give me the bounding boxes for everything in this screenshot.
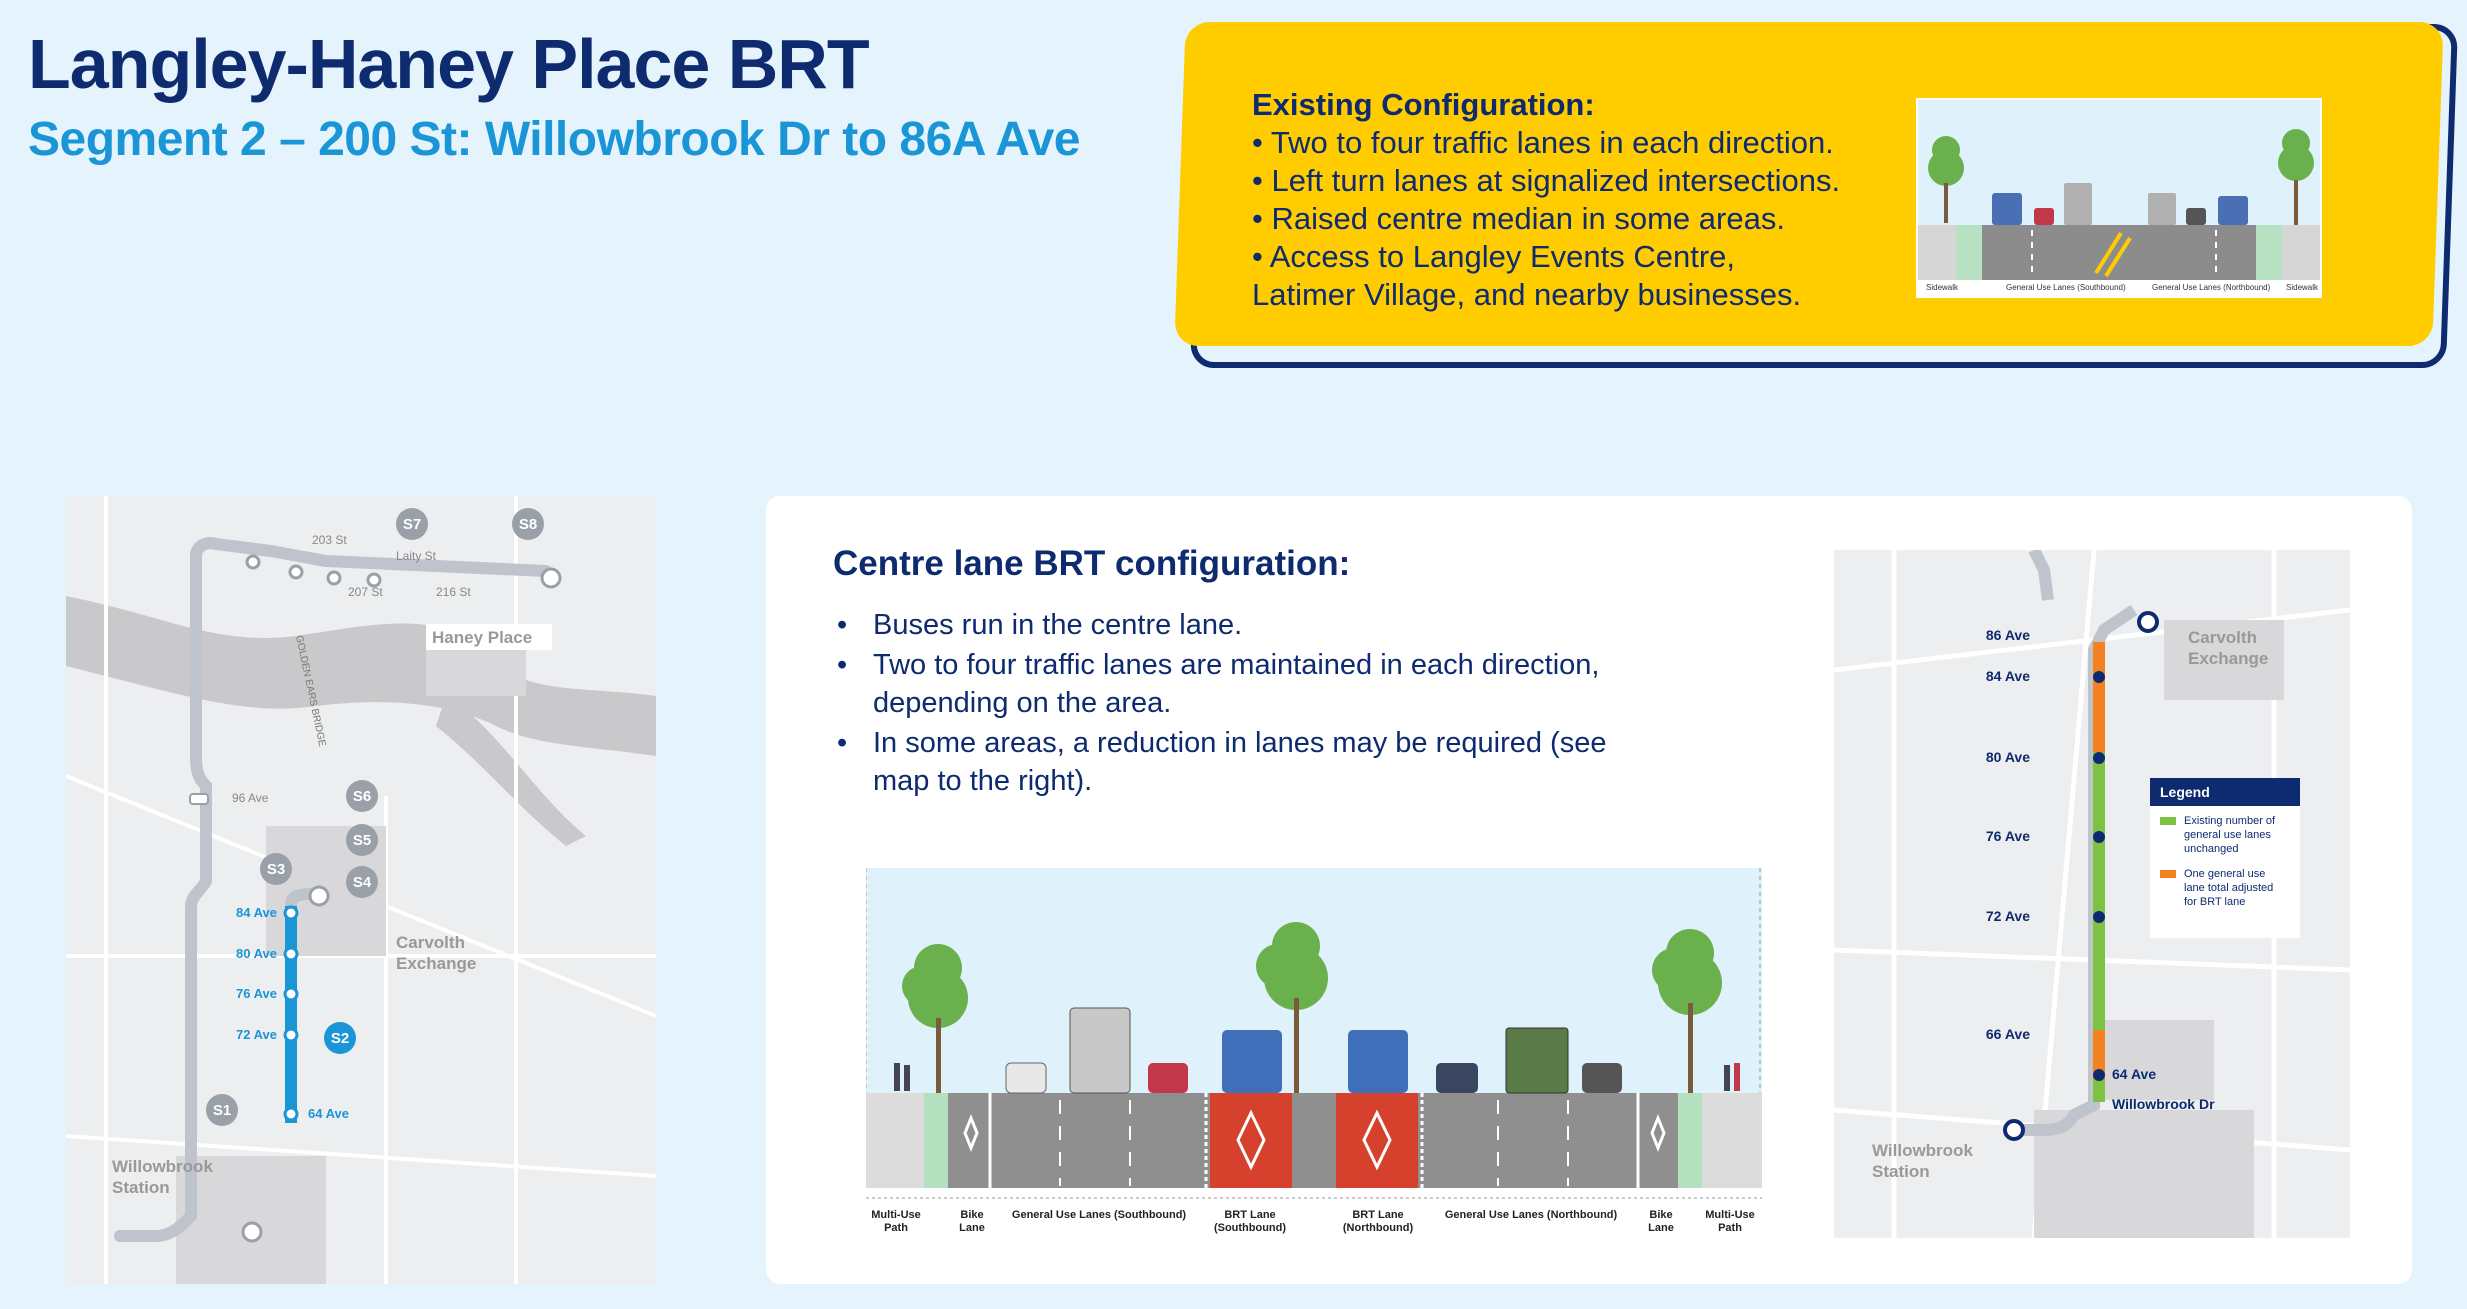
lane-label-mup-4: Path <box>1718 1222 1742 1234</box>
legend-item-1-line-1: Existing number of <box>2184 815 2276 827</box>
seg-badge-s4: S4 <box>352 874 372 891</box>
legend-item-1-line-2: general use lanes <box>2184 829 2271 841</box>
legend-item-2-line-1: One general use <box>2184 868 2266 880</box>
lane-label-bike-3: Bike <box>1649 1209 1673 1221</box>
existing-bullet: Latimer Village, and nearby businesses. <box>1252 277 1802 312</box>
street-216: 216 St <box>436 585 471 599</box>
seg-badge-s8: S8 <box>518 516 538 533</box>
page-subtitle: Segment 2 – 200 St: Willowbrook Dr to 86A Ave <box>28 113 1080 166</box>
seg-badge-s5: S5 <box>352 832 372 849</box>
overview-map[interactable] <box>66 496 656 1284</box>
existing-config-heading: Existing Configuration: <box>1252 87 1595 122</box>
seg-badge-s6: S6 <box>352 788 372 805</box>
existing-bullet: • Raised centre median in some areas. <box>1252 201 1785 236</box>
centre-lane-title: Centre lane BRT configuration: <box>833 544 1351 583</box>
place-haney: Haney Place <box>432 628 533 647</box>
dm-willow-1: Willowbrook <box>1872 1141 1973 1160</box>
dm-ave-84: 84 Ave <box>1985 668 2030 684</box>
ave-72: 72 Ave <box>236 1027 277 1042</box>
ave-84: 84 Ave <box>236 905 277 920</box>
page-title: Langley-Haney Place BRT <box>28 25 869 103</box>
cs-label-sidewalk: Sidewalk <box>1926 283 1959 292</box>
dm-willowbrook-dr: Willowbrook Dr <box>2112 1096 2215 1112</box>
detail-map[interactable] <box>1834 550 2350 1238</box>
brt-cross-section <box>866 868 1762 1240</box>
existing-bullet: • Two to four traffic lanes in each direction. <box>1252 125 1834 160</box>
lane-label-brt-nb-1: BRT Lane <box>1352 1209 1404 1221</box>
legend-swatch-green <box>2160 817 2176 825</box>
seg-badge-s1: S1 <box>212 1102 232 1119</box>
ave-64: 64 Ave <box>308 1106 349 1121</box>
place-willow-2: Station <box>112 1178 170 1197</box>
lane-label-mup-3: Multi-Use <box>1705 1209 1755 1221</box>
street-laity: Laity St <box>396 549 437 563</box>
legend-item-2-line-3: for BRT lane <box>2184 896 2246 908</box>
legend-title: Legend <box>2160 784 2210 800</box>
place-carvolth-1: Carvolth <box>396 933 465 952</box>
legend-swatch-orange <box>2160 870 2176 878</box>
lane-label-bike-1: Bike <box>960 1209 984 1221</box>
lane-label-brt-sb-2: (Southbound) <box>1213 1222 1287 1234</box>
bridge-label: GOLDEN EARS BRIDGE <box>293 634 328 748</box>
place-willow-1: Willowbrook <box>112 1157 213 1176</box>
street-207: 207 St <box>348 585 383 599</box>
lane-label-bike-4: Lane <box>1648 1222 1674 1234</box>
seg-badge-s3: S3 <box>266 861 286 878</box>
centre-lane-bullet: • In some areas, a reduction in lanes may be required (see map to the right). <box>833 724 1663 800</box>
existing-config-text <box>1252 86 1840 314</box>
legend-item-2-line-2: lane total adjusted <box>2184 882 2274 894</box>
dm-ave-76: 76 Ave <box>1985 828 2030 844</box>
place-carvolth-2: Exchange <box>396 954 477 973</box>
lane-label-mup-1: Multi-Use <box>871 1209 921 1221</box>
centre-lane-bullets <box>833 606 1663 802</box>
dm-ave-72: 72 Ave <box>1985 908 2030 924</box>
dm-ave-86: 86 Ave <box>1985 627 2030 643</box>
lane-label-brt-nb-2: (Northbound) <box>1342 1222 1414 1234</box>
existing-bullet: • Access to Langley Events Centre, <box>1252 239 1735 274</box>
lane-label-gul-sb: General Use Lanes (Southbound) <box>1011 1209 1187 1221</box>
existing-bullet: • Left turn lanes at signalized intersections. <box>1252 163 1841 198</box>
dm-ave-64: 64 Ave <box>2112 1066 2157 1082</box>
dm-ave-80: 80 Ave <box>1985 749 2030 765</box>
cs-label-northbound: General Use Lanes (Northbound) <box>2152 283 2271 292</box>
cs-label-sidewalk-2: Sidewalk <box>2286 283 2319 292</box>
lane-label-brt-sb-1: BRT Lane <box>1224 1209 1276 1221</box>
lane-label-bike-2: Lane <box>959 1222 985 1234</box>
dm-carvolth-2: Exchange <box>2188 649 2269 668</box>
legend-item-1-line-3: unchanged <box>2184 843 2239 855</box>
seg-badge-s7: S7 <box>402 516 422 533</box>
dm-willow-2: Station <box>1872 1162 1930 1181</box>
street-96ave: 96 Ave <box>232 791 269 805</box>
centre-lane-bullet: • Buses run in the centre lane. <box>833 606 1663 644</box>
centre-lane-bullet: • Two to four traffic lanes are maintained in each direction, depending on the area. <box>833 646 1663 722</box>
cs-label-southbound: General Use Lanes (Southbound) <box>2006 283 2126 292</box>
ave-80: 80 Ave <box>236 946 277 961</box>
dm-carvolth-1: Carvolth <box>2188 628 2257 647</box>
existing-cross-section <box>1916 98 2322 298</box>
lane-label-gul-nb: General Use Lanes (Northbound) <box>1444 1209 1618 1221</box>
street-203: 203 St <box>312 533 347 547</box>
ave-76: 76 Ave <box>236 986 277 1001</box>
seg-badge-s2: S2 <box>330 1030 350 1047</box>
lane-label-mup-2: Path <box>884 1222 908 1234</box>
dm-ave-66: 66 Ave <box>1985 1026 2030 1042</box>
